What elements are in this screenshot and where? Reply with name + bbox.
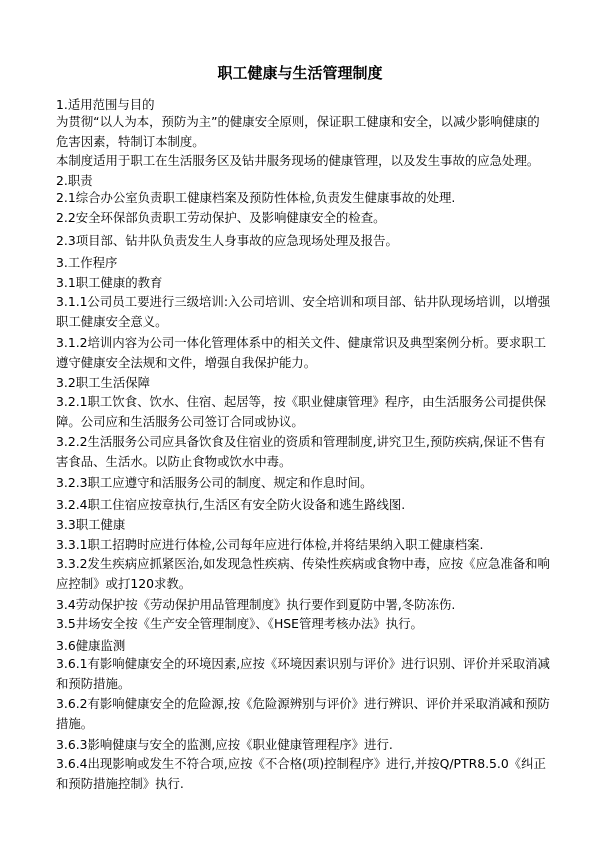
paragraph-3-6-1: 3.6.1有影响健康安全的环境因素,应按《环境因素识别与评价》进行识别、评价并采取消减和预防措施。 [56, 656, 550, 691]
section-3-2-heading: 3.2职工生活保障 [56, 375, 151, 390]
paragraph-2-2: 2.2安全环保部负责职工劳动保护、及影响健康安全的检查。 [56, 210, 386, 225]
section-3-heading: 3.工作程序 [56, 255, 118, 270]
section-3-6-heading: 3.6健康监测 [56, 638, 126, 653]
paragraph-3-6-4: 3.6.4出现影响或发生不符合项,应按《不合格(项)控制程序》进行,并按Q/PTR8.5.0《纠正和预防措施控制》执行. [56, 756, 546, 791]
section-2-heading: 2.职责 [56, 173, 93, 188]
section-1-heading: 1.适用范围与目的 [56, 97, 155, 112]
document-title: 职工健康与生活管理制度 [217, 64, 383, 82]
paragraph-3-2-3: 3.2.3职工应遵守和活服务公司的制度、规定和作息时间。 [56, 475, 373, 490]
paragraph-3-6-3: 3.6.3影响健康与安全的监测,应按《职业健康管理程序》进行. [56, 737, 393, 752]
paragraph-purpose: 为贯彻“以人为本，预防为主”的健康安全原则，保证职工健康和安全，以减少影响健康的危害因素，特制订本制度。 [56, 114, 540, 149]
paragraph-3-6-2: 3.6.2有影响健康安全的危险源,按《危险源辨别与评价》进行辨识、评价并采取消减和预防措施。 [56, 696, 550, 731]
paragraph-3-2-4: 3.2.4职工住宿应按章执行,生活区有安全防火设备和逃生路线图. [56, 497, 406, 512]
paragraph-3-4: 3.4劳动保护按《劳动保护用品管理制度》执行要作到夏防中署,冬防冻伤. [56, 597, 456, 612]
paragraph-3-3-2: 3.3.2发生疾病应抓紧医治,如发现急性疾病、传染性疾病或食物中毒，应按《应急准备和响应控制》或打120求教。 [56, 556, 550, 591]
paragraph-3-1-1: 3.1.1公司员工要进行三级培训:入公司培训、安全培训和项目部、钻井队现场培训，以增强职工健康安全意义。 [56, 294, 551, 329]
paragraph-scope: 本制度适用于职工在生活服务区及钻井服务现场的健康管理，以及发生事故的应急处理。 [56, 153, 540, 168]
paragraph-3-1-2: 3.1.2培训内容为公司一体化管理体系中的相关文件、健康常识及典型案例分析。要求职工遵守健康安全法规和文件，增强自我保护能力。 [56, 335, 546, 370]
section-3-3-heading: 3.3职工健康 [56, 517, 126, 532]
paragraph-2-3: 2.3项目部、钻井队负责发生人身事故的应急现场处理及报告。 [56, 233, 398, 248]
paragraph-3-3-1: 3.3.1职工招聘时应进行体检,公司每年应进行体检,并将结果纳入职工健康档案. [56, 537, 484, 552]
paragraph-2-1: 2.1综合办公室负责职工健康档案及预防性体检,负责发生健康事故的处理. [56, 190, 456, 205]
paragraph-3-2-1: 3.2.1职工饮食、饮水、住宿、起居等，按《职业健康管理》程序，由生活服务公司提供保障。公司应和生活服务公司签订合同或协议。 [56, 394, 546, 429]
section-3-1-heading: 3.1职工健康的教育 [56, 275, 163, 290]
paragraph-3-5: 3.5井场安全按《生产安全管理制度》、《HSE管理考核办法》执行。 [56, 616, 423, 631]
paragraph-3-2-2: 3.2.2生活服务公司应具备饮食及住宿业的资质和管理制度,讲究卫生,预防疾病,保证不售有害食品、生活水。以防止食物或饮水中毒。 [56, 434, 546, 469]
